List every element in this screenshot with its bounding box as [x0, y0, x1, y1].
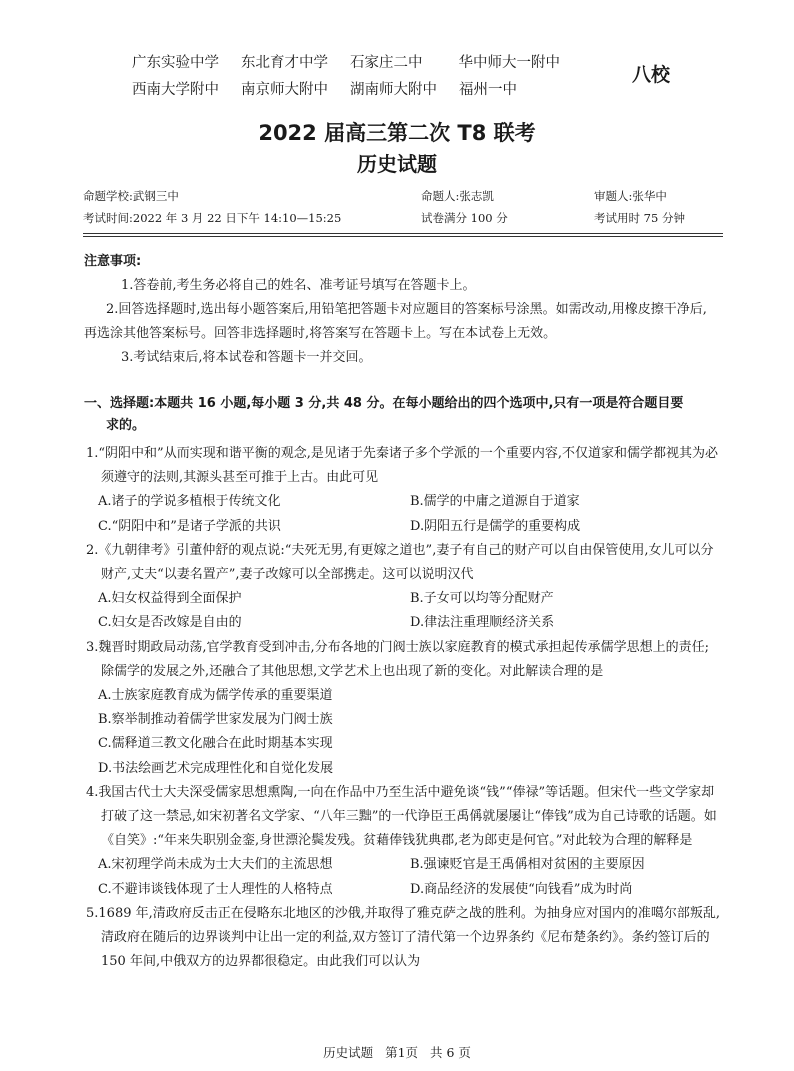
school-row-2	[132, 77, 652, 104]
question-2	[86, 539, 722, 636]
school-name: 广东实验中学	[132, 55, 219, 71]
meta-reviewer: 审题人:张华中	[594, 189, 667, 203]
section-heading	[84, 393, 709, 437]
school-row-1	[132, 50, 652, 77]
option-a: A.宋初理学尚未成为士大夫们的主流思想	[98, 857, 333, 873]
notice-block	[84, 250, 719, 370]
notice-item: 3.考试结束后,将本试卷和答题卡一并交回。	[121, 350, 372, 365]
question-3	[86, 636, 722, 781]
notice-item: 1.答卷前,考生务必将自己的姓名、准考证号填写在答题卡上。	[121, 278, 476, 293]
meta-full-score: 试卷满分 100 分	[421, 211, 508, 225]
question-5	[86, 902, 722, 975]
question-stem: 1.“阴阳中和”从而实现和谐平衡的观念,是见诸于先秦诸子多个学派的一个重要内容,不仅道家和儒学都视其为必须遵守的法则,其源头甚至可推于上古。由此可见	[86, 446, 718, 486]
meta-duration: 考试用时 75 分钟	[594, 211, 685, 225]
option-b: B.子女可以均等分配财产	[410, 591, 554, 607]
option-d: D.阴阳五行是儒学的重要构成	[410, 518, 581, 534]
school-name: 福州一中	[459, 82, 517, 98]
meta-author: 命题人:张志凯	[421, 189, 494, 203]
option-d: D.商品经济的发展使“向钱看”成为时尚	[410, 881, 633, 897]
footer-subject: 历史试题	[323, 1045, 374, 1060]
question-list	[86, 442, 722, 974]
question-options	[86, 587, 722, 635]
exam-title: 2022 届高三第二次 T8 联考	[258, 121, 536, 145]
option-a: A.士族家庭教育成为儒学传承的重要渠道	[98, 688, 333, 704]
header-divider	[83, 233, 723, 234]
option-c: C.儒释道三教文化融合在此时期基本实现	[98, 736, 333, 752]
footer-page: 第1页	[385, 1045, 419, 1060]
option-a: A.诸子的学说多植根于传统文化	[98, 494, 281, 510]
school-name: 东北育才中学	[241, 55, 328, 71]
notice-title: 注意事项:	[84, 254, 142, 269]
page-footer	[0, 1043, 794, 1061]
question-stem: 5.1689 年,清政府反击正在侵略东北地区的沙俄,并取得了雅克萨之战的胜利。为抽身应对国内的准噶尔部叛乱,清政府在随后的边界谈判中让出一定的利益,双方签订了清代第一个边界条约《尼布楚条约》。条约签订后的 150 年间,中俄双方的边界都很稳定。由此我们可以认为	[86, 905, 721, 970]
section-heading-line: 求的。	[106, 418, 146, 433]
school-list	[132, 50, 652, 104]
section-heading-line: 一、选择题:本题共 16 小题,每小题 3 分,共 48 分。在每小题给出的四个选项中,只有一项是符合题目要	[84, 396, 684, 411]
school-name: 南京师大附中	[241, 82, 328, 98]
notice-item: 2.回答选择题时,选出每小题答案后,用铅笔把答题卡对应题目的答案标号涂黑。如需改动,用橡皮擦干净后,再选涂其他答案标号。回答非选择题时,将答案写在答题卡上。写在本试卷上无效。	[84, 302, 707, 341]
footer-total: 共 6 页	[430, 1045, 471, 1060]
school-name: 石家庄二中	[350, 55, 423, 71]
option-c: C.妇女是否改嫁是自由的	[98, 615, 242, 631]
option-d: D.律法注重理顺经济关系	[410, 615, 555, 631]
school-name: 西南大学附中	[132, 82, 219, 98]
question-stem: 3.魏晋时期政局动荡,官学教育受到冲击,分布各地的门阀士族以家庭教育的模式承担起传承儒学思想上的责任;除儒学的发展之外,还融合了其他思想,文学艺术上也出现了新的变化。对此解读合理的是	[86, 639, 710, 679]
alliance-badge: 八校	[632, 64, 671, 86]
option-b: B.强谏贬官是王禹偁相对贫困的主要原因	[410, 857, 645, 873]
question-options	[86, 853, 722, 901]
meta-school: 命题学校:武钢三中	[83, 189, 179, 203]
header-divider	[83, 236, 723, 237]
school-name: 湖南师大附中	[350, 82, 437, 98]
option-a: A.妇女权益得到全面保护	[98, 591, 242, 607]
question-options	[86, 490, 722, 538]
option-b: B.儒学的中庸之道源自于道家	[410, 494, 580, 510]
exam-subtitle: 历史试题	[357, 152, 437, 176]
question-options	[86, 684, 722, 781]
option-c: C.“阴阳中和”是诸子学派的共识	[98, 518, 281, 534]
question-stem: 2.《九朝律考》引董仲舒的观点说:“夫死无男,有更嫁之道也”,妻子有自己的财产可以自由保管使用,女儿可以分财产,丈夫“以妻名置产”,妻子改嫁可以全部携走。这可以说明汉代	[86, 542, 714, 583]
school-name: 华中师大一附中	[458, 55, 560, 71]
option-b: B.察举制推动着儒学世家发展为门阀士族	[98, 712, 333, 728]
option-c: C.不避讳谈钱体现了士人理性的人格特点	[98, 881, 333, 897]
question-1	[86, 442, 722, 539]
option-d: D.书法绘画艺术完成理性化和自觉化发展	[98, 760, 334, 776]
question-stem: 4.我国古代士大夫深受儒家思想熏陶,一向在作品中乃至生活中避免谈“钱”“俸禄”等话题。但宋代一些文学家却打破了这一禁忌,如宋初著名文学家、“八年三黜”的一代诤臣王禹偁就屡屡让“俸钱”成为自己诗歌的话题。如《自笑》:“年来失职别金銮,身世漂沦鬓发残。贫藉俸钱犹典郡,老为郎吏是何官。”对此较为合理的解释是	[86, 784, 717, 849]
question-4	[86, 781, 722, 902]
meta-time: 考试时间:2022 年 3 月 22 日下午 14:10—15:25	[83, 211, 342, 225]
